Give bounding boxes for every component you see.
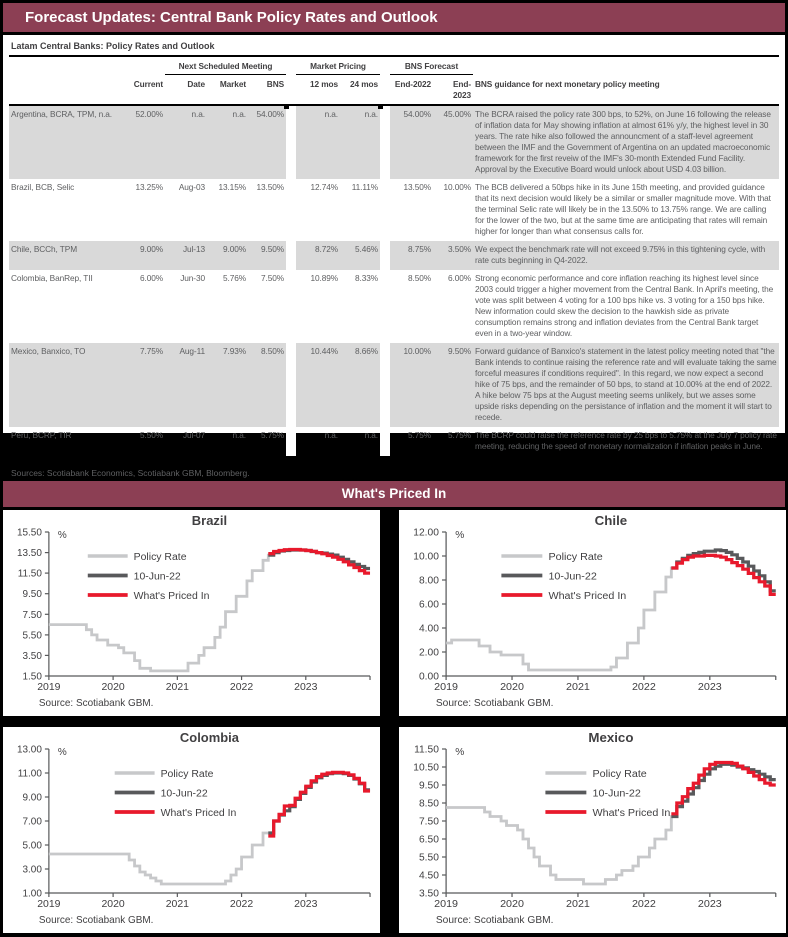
svg-text:Source: Scotiabank GBM.: Source: Scotiabank GBM. [435, 915, 554, 926]
table-column-header-row [9, 75, 779, 106]
table-cell: 9.00% [207, 241, 248, 270]
svg-text:5.00: 5.00 [22, 840, 42, 852]
table-row [9, 270, 779, 343]
table-cell: Jul-07 [183, 430, 205, 440]
table-cell: 11.11% [351, 182, 379, 192]
svg-text:2021: 2021 [566, 681, 590, 693]
svg-text:Mexico: Mexico [588, 730, 634, 745]
svg-text:5.50: 5.50 [22, 630, 42, 642]
table-title: Latam Central Banks: Policy Rates and Outlook [11, 41, 215, 51]
table-cell: 10.00% [443, 182, 472, 192]
table-cell [286, 270, 296, 343]
svg-text:Source: Scotiabank GBM.: Source: Scotiabank GBM. [38, 697, 154, 710]
svg-text:2021: 2021 [165, 681, 189, 694]
svg-text:2023: 2023 [697, 681, 722, 693]
svg-text:2022: 2022 [229, 681, 254, 694]
svg-text:10.50: 10.50 [413, 762, 439, 774]
table-cell: 8.66% [340, 343, 380, 427]
col-group-bns-forecast: BNS Forecast [390, 57, 473, 75]
table-cell [380, 270, 390, 343]
svg-text:2019: 2019 [37, 681, 61, 694]
svg-text:7.50: 7.50 [419, 816, 439, 828]
table-cell: 7.50% [260, 273, 285, 283]
table-cell: n.a. [364, 430, 379, 440]
table-cell: n.a. [165, 105, 207, 179]
report-title-banner [3, 3, 785, 32]
col-end-2022: End-2022 [390, 75, 433, 106]
table-cell: 5.75% [407, 430, 432, 440]
rates-table [9, 57, 779, 456]
svg-text:13.00: 13.00 [16, 744, 42, 756]
svg-text:3.50: 3.50 [22, 650, 42, 662]
table-cell: 5.75% [260, 430, 285, 440]
table-cell: 13.50% [403, 182, 432, 192]
table-cell [286, 427, 296, 456]
svg-text:11.50: 11.50 [17, 568, 42, 580]
col-group-market-pricing: Market Pricing [296, 57, 380, 75]
table-cell: Peru, BCRP, TIR [11, 430, 72, 440]
svg-text:15.50: 15.50 [16, 527, 42, 539]
svg-text:Policy Rate: Policy Rate [133, 551, 187, 563]
table-cell: Aug-11 [165, 343, 207, 427]
chart-panel-brazil [3, 510, 380, 716]
svg-text:Policy Rate: Policy Rate [592, 767, 647, 780]
svg-text:9.50: 9.50 [419, 780, 439, 792]
table-row [9, 241, 779, 270]
svg-text:Policy Rate: Policy Rate [548, 550, 603, 563]
table-cell: 5.76% [222, 273, 246, 283]
svg-text:%: % [57, 529, 67, 542]
table-cell: 54.00% [390, 105, 433, 179]
svg-text:9.00: 9.00 [22, 792, 42, 804]
svg-text:8.00: 8.00 [419, 575, 439, 587]
table-row [9, 105, 779, 179]
svg-text:1.50: 1.50 [22, 671, 42, 683]
svg-text:2021: 2021 [165, 898, 189, 911]
svg-text:9.50: 9.50 [22, 589, 42, 601]
svg-text:What's Priced In: What's Priced In [160, 807, 237, 819]
svg-text:2020: 2020 [101, 898, 125, 911]
table-sources: Sources: Scotiabank Economics, Scotiabank GBM, Bloomberg. [11, 468, 250, 478]
table-group-header-row [9, 57, 779, 75]
report-title: Forecast Updates: Central Bank Policy Rates and Outlook [25, 9, 438, 26]
col-24mos: 24 mos [340, 75, 380, 106]
table-cell: 9.50% [433, 343, 473, 427]
svg-text:10-Jun-22: 10-Jun-22 [548, 570, 597, 583]
table-cell [286, 105, 296, 179]
svg-text:What's Priced In: What's Priced In [548, 589, 627, 602]
table-cell: 5.75% [447, 430, 472, 440]
table-cell: Jun-30 [180, 273, 205, 283]
chart-panel-mexico [399, 727, 786, 933]
whats-priced-in-banner [3, 481, 785, 507]
svg-text:10.00: 10.00 [413, 551, 439, 563]
table-cell: 13.50% [256, 182, 285, 192]
rates-table-panel [3, 35, 785, 478]
svg-text:4.00: 4.00 [419, 623, 439, 635]
svg-text:%: % [57, 746, 67, 759]
chart-panel-colombia [3, 727, 380, 933]
svg-text:Chile: Chile [594, 513, 628, 528]
table-cell [286, 179, 296, 241]
svg-text:6.00: 6.00 [419, 599, 439, 611]
table-cell [380, 241, 390, 270]
table-cell: Colombia, BanRep, TII [11, 273, 93, 283]
table-cell: 5.50% [139, 430, 163, 440]
svg-text:11.50: 11.50 [414, 744, 439, 756]
table-cell: Mexico, Banxico, TO [9, 343, 117, 427]
table-cell [286, 241, 296, 270]
col-guidance: BNS guidance for next monetary policy meeting [473, 75, 779, 106]
table-cell: 8.33% [354, 273, 379, 283]
guidance-cell: The BCRP could raise the reference rate by 25 bps to 5.75% at the July 7 policy rate meeting, reducing the speed of monetary normalization if inflation peaks in June. [475, 430, 777, 451]
svg-text:2023: 2023 [294, 681, 318, 694]
col-12mos: 12 mos [296, 75, 340, 106]
table-cell [380, 179, 390, 241]
svg-text:7.50: 7.50 [22, 609, 42, 621]
svg-text:%: % [455, 747, 465, 758]
col-end-2023: End-2023 [433, 75, 473, 106]
svg-text:12.00: 12.00 [413, 527, 439, 539]
svg-text:11.00: 11.00 [17, 768, 42, 780]
table-cell: 12.74% [310, 182, 339, 192]
svg-text:%: % [455, 530, 465, 541]
table-cell [286, 343, 296, 427]
table-cell: 8.50% [248, 343, 286, 427]
table-cell: n.a. [324, 430, 339, 440]
svg-text:2023: 2023 [697, 898, 722, 910]
table-cell [380, 427, 390, 456]
svg-text:10-Jun-22: 10-Jun-22 [133, 571, 181, 583]
svg-text:7.00: 7.00 [22, 816, 42, 828]
svg-text:Source: Scotiabank GBM.: Source: Scotiabank GBM. [435, 698, 554, 709]
table-cell: 9.00% [117, 241, 165, 270]
table-cell: Aug-03 [178, 182, 205, 192]
svg-text:2019: 2019 [434, 681, 459, 693]
table-cell: 3.50% [433, 241, 473, 270]
svg-text:2022: 2022 [631, 681, 656, 693]
table-cell: 13.15% [218, 182, 246, 192]
table-cell: 9.50% [248, 241, 286, 270]
table-cell: 5.46% [340, 241, 380, 270]
svg-text:Source: Scotiabank GBM.: Source: Scotiabank GBM. [38, 914, 154, 927]
chart-colombia [3, 727, 380, 933]
svg-text:2023: 2023 [294, 898, 318, 911]
chart-brazil [3, 510, 380, 716]
guidance-cell: Forward guidance of Banxico's statement in the latest policy meeting noted that "the Bank intends to continue raising the reference rate and will evaluate taking the same forceful measures if conditions required". In this regard, we now expect a second hike of 75 bps, and the remainder of 50 bps, to stand at 10.00% at the end of 2022. A hike below 75 bps at the August meeting seems unlikely, but we asses some upside risks depending on the persistance of inflation and the moment it will start to recede. [473, 343, 779, 427]
table-cell: Brazil, BCB, Selic [11, 182, 75, 192]
svg-text:2020: 2020 [500, 681, 524, 693]
table-cell: 8.75% [390, 241, 433, 270]
guidance-cell: We expect the benchmark rate will not exceed 9.75% in this tightening cycle, with rate cuts beginning in Q4-2022. [473, 241, 779, 270]
svg-text:2022: 2022 [229, 898, 254, 911]
table-cell: Argentina, BCRA, TPM, n.a. [9, 105, 117, 179]
svg-text:10-Jun-22: 10-Jun-22 [160, 788, 208, 800]
table-cell: n.a. [207, 105, 248, 179]
svg-text:1.00: 1.00 [22, 888, 42, 900]
svg-text:What's Priced In: What's Priced In [592, 806, 671, 819]
table-cell: n.a. [296, 105, 340, 179]
svg-text:2021: 2021 [566, 898, 590, 910]
guidance-cell: The BCRA raised the policy rate 300 bps, to 52%, on June 16 following the release of inflation data for May showing inflation at almost 61% y/y, the highest level in 30 years. The rate hike also followed the announcment of a staff-level agreement between the IMF and the Government of Argentina on an updated macroeconomic framework for the first reveiw of the IMF's 30-month Extended Fund Facility. Approval by the Executive Board would unlock about USD 4.03 billion. [473, 105, 779, 179]
svg-text:2022: 2022 [631, 898, 656, 910]
chart-mexico [399, 727, 786, 933]
table-cell: Jul-13 [165, 241, 207, 270]
table-cell: 52.00% [117, 105, 165, 179]
table-cell: 10.00% [390, 343, 433, 427]
table-cell: 6.00% [139, 273, 163, 283]
col-current: Current [117, 75, 165, 106]
svg-text:4.50: 4.50 [419, 870, 439, 882]
table-cell: 45.00% [433, 105, 473, 179]
table-cell: 7.75% [117, 343, 165, 427]
svg-text:3.50: 3.50 [419, 888, 439, 900]
chart-panel-chile [399, 510, 786, 716]
table-row [9, 427, 779, 456]
table-row [9, 343, 779, 427]
svg-text:2.00: 2.00 [419, 647, 439, 659]
guidance-cell: Strong economic performance and core inflation reaching its highest level since 2003 could trigger a higher movement from the Central Bank. In April's meeting, the vote was split between 4 voting for a 100 bps hike vs. 3 voting for a 150 bps hike. New information could skew the decision to the hawkish side as private consumption remains strong and inflation deviates from the Central Bank target even in a two-year window. [475, 273, 774, 338]
svg-text:Brazil: Brazil [191, 512, 228, 529]
table-row [9, 179, 779, 241]
svg-text:10-Jun-22: 10-Jun-22 [592, 787, 641, 800]
col-market: Market [207, 75, 248, 106]
table-cell: 13.25% [135, 182, 163, 192]
table-cell [380, 343, 390, 427]
table-cell: 6.00% [447, 273, 472, 283]
svg-text:What's Priced In: What's Priced In [133, 590, 210, 602]
svg-text:13.50: 13.50 [16, 548, 42, 560]
svg-text:2020: 2020 [101, 681, 125, 694]
svg-text:8.50: 8.50 [419, 798, 439, 810]
col-group-next-scheduled-meeting: Next Scheduled Meeting [165, 57, 286, 75]
table-cell: n.a. [340, 105, 380, 179]
table-cell: Chile, BCCh, TPM [9, 241, 117, 270]
col-bns: BNS [248, 75, 286, 106]
table-cell: 8.72% [296, 241, 340, 270]
table-cell: n.a. [232, 430, 246, 440]
svg-text:3.00: 3.00 [22, 864, 42, 876]
svg-text:Colombia: Colombia [179, 729, 239, 746]
table-cell: 7.93% [207, 343, 248, 427]
svg-text:0.00: 0.00 [419, 671, 439, 683]
svg-text:5.50: 5.50 [419, 852, 439, 864]
table-cell: 54.00% [248, 105, 286, 179]
table-cell [380, 105, 390, 179]
table-cell: 8.50% [407, 273, 432, 283]
svg-text:6.50: 6.50 [419, 834, 439, 846]
svg-text:2019: 2019 [434, 898, 459, 910]
chart-chile [399, 510, 786, 716]
svg-text:2020: 2020 [500, 898, 524, 910]
whats-priced-in-title: What's Priced In [341, 486, 447, 501]
svg-text:Policy Rate: Policy Rate [160, 768, 214, 780]
svg-text:2019: 2019 [37, 898, 61, 911]
table-cell: 10.89% [310, 273, 339, 283]
col-date: Date [165, 75, 207, 106]
guidance-cell: The BCB delivered a 50bps hike in its June 15th meeting, and provided guidance that its next decision would likely be a similar or smaller magnitude move. With that the terminal Selic rate will likely be in the 13.50% to 13.75% range. We are calling for the lower of the two, but at the same time are anticipating that rates will remain higher for longer than what consensus calls for. [475, 182, 771, 236]
table-cell: 10.44% [296, 343, 340, 427]
